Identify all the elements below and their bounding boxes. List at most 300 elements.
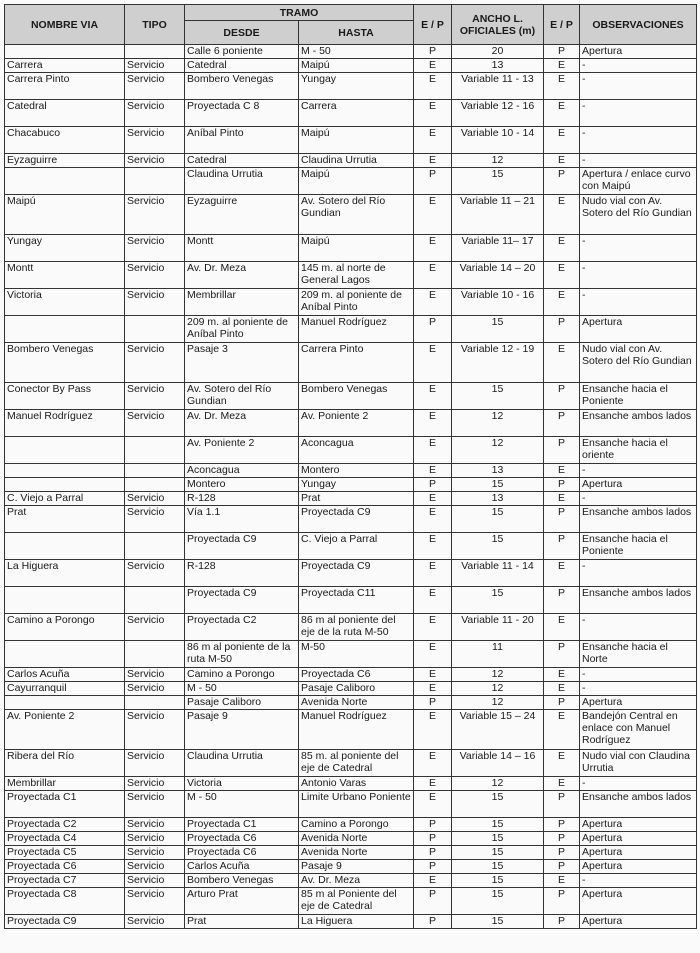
cell-desde: Proyectada C 8: [185, 100, 299, 127]
cell-observaciones: Apertura: [580, 832, 697, 846]
cell-ancho: Variable 12 - 19: [452, 343, 544, 383]
cell-tipo: [125, 587, 185, 614]
cell-hasta: Pasaje 9: [299, 860, 414, 874]
cell-ancho: 15: [452, 832, 544, 846]
cell-desde: Arturo Prat: [185, 888, 299, 915]
cell-observaciones: -: [580, 235, 697, 262]
cell-desde: Av. Dr. Meza: [185, 410, 299, 437]
cell-observaciones: Ensanche hacia el Poniente: [580, 533, 697, 560]
cell-tipo: Servicio: [125, 343, 185, 383]
cell-observaciones: Apertura: [580, 915, 697, 929]
cell-desde: Pasaje Caliboro: [185, 696, 299, 710]
cell-observaciones: Ensanche hacia el Norte: [580, 641, 697, 668]
cell-ep-2: P: [544, 45, 580, 59]
cell-tipo: Servicio: [125, 777, 185, 791]
cell-hasta: Claudina Urrutia: [299, 154, 414, 168]
cell-observaciones: Apertura: [580, 860, 697, 874]
cell-ep-1: E: [414, 73, 452, 100]
cell-ep-2: P: [544, 316, 580, 343]
cell-ancho: 20: [452, 45, 544, 59]
cell-ep-1: P: [414, 888, 452, 915]
cell-ep-1: E: [414, 343, 452, 383]
cell-ancho: 15: [452, 533, 544, 560]
cell-tipo: Servicio: [125, 289, 185, 316]
cell-nombre-via: Montt: [5, 262, 125, 289]
cell-nombre-via: Cayurranquil: [5, 682, 125, 696]
cell-observaciones: Apertura: [580, 888, 697, 915]
cell-tipo: Servicio: [125, 818, 185, 832]
cell-ancho: 13: [452, 492, 544, 506]
cell-nombre-via: [5, 45, 125, 59]
cell-observaciones: Apertura: [580, 478, 697, 492]
cell-ep-1: E: [414, 410, 452, 437]
cell-hasta: Carrera: [299, 100, 414, 127]
table-row: [5, 410, 697, 437]
cell-desde: Aníbal Pinto: [185, 127, 299, 154]
cell-ep-2: E: [544, 777, 580, 791]
cell-ep-1: E: [414, 874, 452, 888]
cell-desde: Victoria: [185, 777, 299, 791]
cell-ancho: 15: [452, 915, 544, 929]
cell-ancho: Variable 15 – 24: [452, 710, 544, 750]
cell-nombre-via: Eyzaguirre: [5, 154, 125, 168]
cell-nombre-via: Catedral: [5, 100, 125, 127]
cell-observaciones: Bandejón Central en enlace con Manuel Rodríguez: [580, 710, 697, 750]
cell-nombre-via: [5, 168, 125, 195]
cell-ancho: Variable 12 - 16: [452, 100, 544, 127]
table-row: [5, 614, 697, 641]
cell-nombre-via: Proyectada C1: [5, 791, 125, 818]
cell-ancho: 15: [452, 383, 544, 410]
cell-nombre-via: [5, 437, 125, 464]
cell-hasta: 209 m. al poniente de Aníbal Pinto: [299, 289, 414, 316]
cell-tipo: Servicio: [125, 710, 185, 750]
cell-desde: Proyectada C2: [185, 614, 299, 641]
cell-ep-1: E: [414, 710, 452, 750]
cell-ep-2: P: [544, 696, 580, 710]
cell-observaciones: Nudo vial con Claudina Urrutia: [580, 750, 697, 777]
cell-nombre-via: Manuel Rodríguez: [5, 410, 125, 437]
cell-tipo: [125, 316, 185, 343]
cell-hasta: Bombero Venegas: [299, 383, 414, 410]
cell-tipo: Servicio: [125, 59, 185, 73]
cell-hasta: Avenida Norte: [299, 846, 414, 860]
cell-ep-1: E: [414, 668, 452, 682]
table-row: [5, 45, 697, 59]
cell-hasta: Antonio Varas: [299, 777, 414, 791]
cell-ep-1: E: [414, 533, 452, 560]
cell-nombre-via: [5, 478, 125, 492]
cell-ep-1: E: [414, 777, 452, 791]
header-nombre-via: NOMBRE VIA: [5, 5, 125, 45]
cell-nombre-via: [5, 641, 125, 668]
header-ep-2: E / P: [544, 5, 580, 45]
cell-tipo: [125, 478, 185, 492]
table-row: [5, 533, 697, 560]
cell-tipo: Servicio: [125, 668, 185, 682]
cell-hasta: M-50: [299, 641, 414, 668]
cell-nombre-via: Maipú: [5, 195, 125, 235]
cell-observaciones: -: [580, 59, 697, 73]
cell-tipo: Servicio: [125, 682, 185, 696]
cell-ep-2: E: [544, 668, 580, 682]
cell-ep-1: E: [414, 682, 452, 696]
cell-ancho: Variable 11– 17: [452, 235, 544, 262]
table-row: [5, 316, 697, 343]
table-row: [5, 874, 697, 888]
cell-ancho: 15: [452, 587, 544, 614]
cell-observaciones: -: [580, 262, 697, 289]
cell-desde: R-128: [185, 560, 299, 587]
table-row: [5, 777, 697, 791]
cell-nombre-via: Carrera Pinto: [5, 73, 125, 100]
cell-ep-1: E: [414, 289, 452, 316]
cell-ep-2: E: [544, 682, 580, 696]
cell-desde: Av. Poniente 2: [185, 437, 299, 464]
cell-desde: Claudina Urrutia: [185, 750, 299, 777]
table-row: [5, 587, 697, 614]
cell-observaciones: -: [580, 874, 697, 888]
table-row: [5, 818, 697, 832]
cell-ancho: Variable 11 – 21: [452, 195, 544, 235]
cell-hasta: Carrera Pinto: [299, 343, 414, 383]
cell-ep-1: E: [414, 506, 452, 533]
table-row: [5, 289, 697, 316]
table-row: [5, 492, 697, 506]
cell-hasta: Montero: [299, 464, 414, 478]
cell-nombre-via: Ribera del Río: [5, 750, 125, 777]
cell-ep-1: E: [414, 383, 452, 410]
cell-ep-2: E: [544, 560, 580, 587]
cell-desde: Camino a Porongo: [185, 668, 299, 682]
cell-ancho: 15: [452, 818, 544, 832]
cell-observaciones: -: [580, 492, 697, 506]
cell-ep-2: P: [544, 437, 580, 464]
cell-observaciones: Ensanche ambos lados: [580, 506, 697, 533]
cell-desde: 86 m al poniente de la ruta M-50: [185, 641, 299, 668]
cell-ep-2: P: [544, 410, 580, 437]
cell-tipo: Servicio: [125, 235, 185, 262]
cell-ep-1: E: [414, 587, 452, 614]
cell-desde: Montt: [185, 235, 299, 262]
cell-nombre-via: Yungay: [5, 235, 125, 262]
cell-ancho: 15: [452, 874, 544, 888]
cell-ep-1: P: [414, 168, 452, 195]
header-tipo: TIPO: [125, 5, 185, 45]
cell-desde: Claudina Urrutia: [185, 168, 299, 195]
cell-hasta: Av. Sotero del Río Gundian: [299, 195, 414, 235]
cell-ep-2: E: [544, 235, 580, 262]
cell-observaciones: -: [580, 668, 697, 682]
cell-ep-2: E: [544, 73, 580, 100]
cell-ancho: 15: [452, 506, 544, 533]
cell-ep-1: P: [414, 832, 452, 846]
cell-ancho: 13: [452, 59, 544, 73]
cell-nombre-via: Camino a Porongo: [5, 614, 125, 641]
cell-ep-1: P: [414, 846, 452, 860]
cell-tipo: Servicio: [125, 791, 185, 818]
table-row: [5, 860, 697, 874]
table-row: [5, 73, 697, 100]
cell-hasta: Maipú: [299, 127, 414, 154]
cell-desde: Pasaje 3: [185, 343, 299, 383]
cell-nombre-via: Bombero Venegas: [5, 343, 125, 383]
header-hasta: HASTA: [299, 21, 414, 45]
cell-hasta: Manuel Rodríguez: [299, 710, 414, 750]
cell-ep-1: E: [414, 262, 452, 289]
table-body: [5, 45, 697, 929]
cell-observaciones: Apertura: [580, 316, 697, 343]
cell-ep-2: E: [544, 59, 580, 73]
cell-observaciones: -: [580, 614, 697, 641]
cell-nombre-via: Membrillar: [5, 777, 125, 791]
cell-nombre-via: Prat: [5, 506, 125, 533]
cell-tipo: Servicio: [125, 560, 185, 587]
cell-ep-2: P: [544, 641, 580, 668]
cell-nombre-via: [5, 696, 125, 710]
cell-tipo: Servicio: [125, 492, 185, 506]
table-row: [5, 59, 697, 73]
cell-tipo: Servicio: [125, 383, 185, 410]
cell-hasta: Maipú: [299, 59, 414, 73]
cell-hasta: M - 50: [299, 45, 414, 59]
cell-observaciones: Ensanche hacia el oriente: [580, 437, 697, 464]
cell-hasta: 85 m al Poniente del eje de Catedral: [299, 888, 414, 915]
cell-ep-1: E: [414, 614, 452, 641]
cell-ep-1: E: [414, 235, 452, 262]
cell-ep-2: E: [544, 127, 580, 154]
cell-ep-2: P: [544, 533, 580, 560]
cell-ep-2: E: [544, 492, 580, 506]
cell-nombre-via: Proyectada C9: [5, 915, 125, 929]
table-row: [5, 750, 697, 777]
cell-observaciones: Nudo vial con Av. Sotero del Río Gundian: [580, 343, 697, 383]
cell-ep-1: P: [414, 316, 452, 343]
cell-ancho: 13: [452, 464, 544, 478]
table-row: [5, 478, 697, 492]
table-row: [5, 791, 697, 818]
cell-ep-1: E: [414, 195, 452, 235]
cell-desde: R-128: [185, 492, 299, 506]
cell-desde: Pasaje 9: [185, 710, 299, 750]
cell-desde: Aconcagua: [185, 464, 299, 478]
cell-ep-2: P: [544, 846, 580, 860]
cell-ep-1: P: [414, 696, 452, 710]
cell-ancho: Variable 10 - 14: [452, 127, 544, 154]
cell-ancho: Variable 10 - 16: [452, 289, 544, 316]
cell-ep-2: E: [544, 750, 580, 777]
cell-observaciones: Ensanche ambos lados: [580, 587, 697, 614]
table-row: [5, 343, 697, 383]
cell-ep-1: E: [414, 127, 452, 154]
cell-observaciones: Nudo vial con Av. Sotero del Río Gundian: [580, 195, 697, 235]
table-row: [5, 383, 697, 410]
cell-ancho: Variable 14 – 16: [452, 750, 544, 777]
cell-hasta: Maipú: [299, 168, 414, 195]
cell-tipo: Servicio: [125, 750, 185, 777]
cell-tipo: Servicio: [125, 262, 185, 289]
cell-desde: Montero: [185, 478, 299, 492]
cell-hasta: Proyectada C9: [299, 506, 414, 533]
cell-desde: M - 50: [185, 682, 299, 696]
cell-ep-2: P: [544, 832, 580, 846]
cell-hasta: Proyectada C6: [299, 668, 414, 682]
cell-tipo: Servicio: [125, 73, 185, 100]
table-row: [5, 641, 697, 668]
cell-ep-1: E: [414, 492, 452, 506]
table-row: [5, 100, 697, 127]
cell-nombre-via: Victoria: [5, 289, 125, 316]
cell-ep-2: E: [544, 614, 580, 641]
cell-hasta: La Higuera: [299, 915, 414, 929]
header-ancho: ANCHO L. OFICIALES (m): [452, 5, 544, 45]
cell-ep-1: E: [414, 464, 452, 478]
cell-ancho: 12: [452, 410, 544, 437]
table-row: [5, 195, 697, 235]
cell-tipo: Servicio: [125, 860, 185, 874]
cell-hasta: Av. Poniente 2: [299, 410, 414, 437]
cell-nombre-via: Proyectada C2: [5, 818, 125, 832]
cell-hasta: Avenida Norte: [299, 696, 414, 710]
cell-tipo: [125, 437, 185, 464]
cell-tipo: [125, 696, 185, 710]
cell-ancho: 12: [452, 668, 544, 682]
cell-ep-2: P: [544, 587, 580, 614]
cell-desde: Catedral: [185, 154, 299, 168]
table-row: [5, 464, 697, 478]
table-row: [5, 560, 697, 587]
cell-ep-1: P: [414, 478, 452, 492]
header-ep-1: E / P: [414, 5, 452, 45]
cell-hasta: Manuel Rodríguez: [299, 316, 414, 343]
cell-ep-2: E: [544, 874, 580, 888]
cell-ep-1: P: [414, 860, 452, 874]
cell-tipo: Servicio: [125, 874, 185, 888]
cell-ancho: 15: [452, 888, 544, 915]
cell-nombre-via: Carrera: [5, 59, 125, 73]
cell-tipo: Servicio: [125, 888, 185, 915]
cell-tipo: Servicio: [125, 195, 185, 235]
cell-ep-2: P: [544, 888, 580, 915]
cell-ep-1: E: [414, 154, 452, 168]
cell-ancho: Variable 11 - 13: [452, 73, 544, 100]
header-desde: DESDE: [185, 21, 299, 45]
table-row: [5, 888, 697, 915]
cell-ep-1: E: [414, 641, 452, 668]
cell-nombre-via: Proyectada C8: [5, 888, 125, 915]
cell-ancho: 15: [452, 478, 544, 492]
cell-ep-2: E: [544, 343, 580, 383]
cell-nombre-via: Proyectada C5: [5, 846, 125, 860]
header-observaciones: OBSERVACIONES: [580, 5, 697, 45]
cell-observaciones: -: [580, 154, 697, 168]
cell-hasta: Proyectada C11: [299, 587, 414, 614]
cell-tipo: [125, 533, 185, 560]
cell-nombre-via: C. Viejo a Parral: [5, 492, 125, 506]
cell-observaciones: Ensanche hacia el Poniente: [580, 383, 697, 410]
cell-ep-1: E: [414, 791, 452, 818]
cell-desde: Catedral: [185, 59, 299, 73]
cell-tipo: Servicio: [125, 915, 185, 929]
cell-ancho: Variable 11 - 20: [452, 614, 544, 641]
cell-tipo: Servicio: [125, 846, 185, 860]
table-row: [5, 235, 697, 262]
cell-ep-2: P: [544, 818, 580, 832]
cell-ep-2: P: [544, 168, 580, 195]
cell-hasta: Prat: [299, 492, 414, 506]
cell-desde: Eyzaguirre: [185, 195, 299, 235]
cell-nombre-via: [5, 587, 125, 614]
cell-desde: Carlos Acuña: [185, 860, 299, 874]
cell-ep-2: P: [544, 915, 580, 929]
cell-ep-2: P: [544, 383, 580, 410]
table-row: [5, 915, 697, 929]
table-row: [5, 168, 697, 195]
cell-hasta: 145 m. al norte de General Lagos: [299, 262, 414, 289]
cell-desde: Membrillar: [185, 289, 299, 316]
cell-observaciones: -: [580, 289, 697, 316]
cell-hasta: 85 m. al poniente del eje de Catedral: [299, 750, 414, 777]
cell-observaciones: -: [580, 100, 697, 127]
cell-desde: Av. Dr. Meza: [185, 262, 299, 289]
cell-ancho: 12: [452, 437, 544, 464]
cell-hasta: Yungay: [299, 73, 414, 100]
cell-tipo: Servicio: [125, 127, 185, 154]
cell-observaciones: -: [580, 464, 697, 478]
cell-hasta: 86 m al poniente del eje de la ruta M-50: [299, 614, 414, 641]
cell-hasta: Avenida Norte: [299, 832, 414, 846]
table-row: [5, 154, 697, 168]
cell-ep-2: E: [544, 464, 580, 478]
cell-ep-2: E: [544, 710, 580, 750]
cell-nombre-via: Proyectada C4: [5, 832, 125, 846]
cell-ancho: 11: [452, 641, 544, 668]
cell-nombre-via: [5, 533, 125, 560]
cell-hasta: C. Viejo a Parral: [299, 533, 414, 560]
cell-tipo: [125, 464, 185, 478]
cell-nombre-via: Av. Poniente 2: [5, 710, 125, 750]
cell-ep-1: E: [414, 59, 452, 73]
cell-desde: Proyectada C6: [185, 846, 299, 860]
cell-tipo: [125, 168, 185, 195]
cell-ep-2: P: [544, 506, 580, 533]
cell-hasta: Pasaje Caliboro: [299, 682, 414, 696]
cell-observaciones: Apertura: [580, 696, 697, 710]
road-table: [4, 4, 697, 929]
cell-observaciones: Apertura: [580, 818, 697, 832]
cell-observaciones: -: [580, 560, 697, 587]
cell-desde: Proyectada C9: [185, 587, 299, 614]
cell-ep-2: E: [544, 154, 580, 168]
cell-nombre-via: [5, 316, 125, 343]
cell-desde: Proyectada C9: [185, 533, 299, 560]
cell-observaciones: -: [580, 127, 697, 154]
cell-nombre-via: La Higuera: [5, 560, 125, 587]
table-row: [5, 262, 697, 289]
cell-observaciones: -: [580, 682, 697, 696]
header-tramo: TRAMO: [185, 5, 414, 21]
table-row: [5, 696, 697, 710]
cell-nombre-via: Conector By Pass: [5, 383, 125, 410]
cell-ep-2: E: [544, 195, 580, 235]
cell-desde: Av. Sotero del Río Gundian: [185, 383, 299, 410]
cell-ep-1: P: [414, 818, 452, 832]
cell-desde: Bombero Venegas: [185, 73, 299, 100]
cell-ep-2: P: [544, 791, 580, 818]
cell-ancho: 12: [452, 777, 544, 791]
table-row: [5, 682, 697, 696]
cell-tipo: Servicio: [125, 614, 185, 641]
